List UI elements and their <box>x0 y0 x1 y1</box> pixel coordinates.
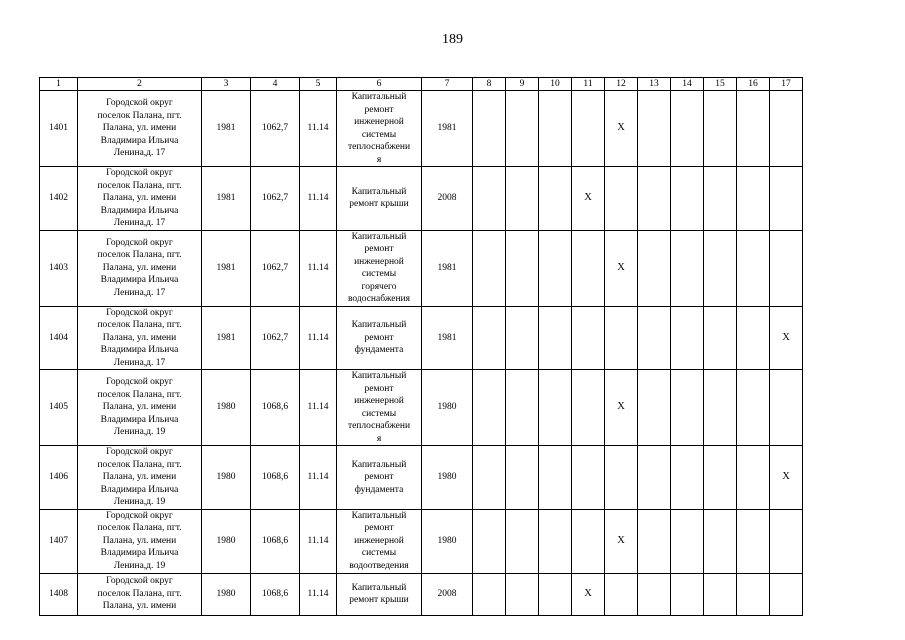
mark-cell <box>605 370 638 446</box>
work-type-cell: Капитальный ремонт инженерной системы водоотведения <box>337 509 422 573</box>
empty-cell <box>704 370 737 446</box>
empty-cell <box>539 446 572 510</box>
empty-cell <box>770 573 803 615</box>
empty-cell <box>770 509 803 573</box>
row-number-cell: 1404 <box>40 306 78 370</box>
row-number-cell: 1408 <box>40 573 78 615</box>
address-cell: Городской округ поселок Палана, пгт. Палана, ул. имени Владимира Ильича Ленина,д. 19 <box>78 370 202 446</box>
empty-cell <box>473 167 506 231</box>
empty-cell <box>737 573 770 615</box>
empty-cell <box>671 230 704 306</box>
empty-cell <box>605 446 638 510</box>
area-cell: 1068,6 <box>251 573 300 615</box>
empty-cell <box>506 509 539 573</box>
work-type-cell: Капитальный ремонт крыши <box>337 167 422 231</box>
empty-cell <box>605 167 638 231</box>
empty-cell <box>572 91 605 167</box>
code-cell: 11.14 <box>300 91 337 167</box>
empty-cell <box>638 573 671 615</box>
row-number-cell: 1401 <box>40 91 78 167</box>
empty-cell <box>638 91 671 167</box>
x-mark: X <box>782 471 790 482</box>
x-mark: X <box>782 331 790 343</box>
empty-cell <box>473 370 506 446</box>
address-cell: Городской округ поселок Палана, пгт. Палана, ул. имени <box>78 573 202 615</box>
empty-cell <box>737 370 770 446</box>
mark-cell <box>605 91 638 167</box>
code-cell: 11.14 <box>300 230 337 306</box>
empty-cell <box>704 167 737 231</box>
mark-cell <box>770 306 803 370</box>
year-built-cell: 1981 <box>202 306 251 370</box>
x-mark: X <box>617 122 625 134</box>
x-mark: X <box>617 261 625 273</box>
empty-cell <box>737 91 770 167</box>
area-cell: 1062,7 <box>251 306 300 370</box>
work-year-cell: 1981 <box>422 306 473 370</box>
table-row <box>40 509 803 573</box>
empty-cell <box>671 91 704 167</box>
address-cell: Городской округ поселок Палана, пгт. Палана, ул. имени Владимира Ильича Ленина,д. 17 <box>78 91 202 167</box>
empty-cell <box>506 370 539 446</box>
code-cell: 11.14 <box>300 306 337 370</box>
table-row <box>40 306 803 370</box>
work-year-cell: 1981 <box>422 91 473 167</box>
empty-cell <box>704 509 737 573</box>
address-cell: Городской округ поселок Палана, пгт. Палана, ул. имени Владимира Ильича Ленина,д. 19 <box>78 509 202 573</box>
year-built-cell: 1980 <box>202 573 251 615</box>
area-cell: 1068,6 <box>251 509 300 573</box>
table-row <box>40 446 803 510</box>
table-row <box>40 167 803 231</box>
empty-cell <box>473 230 506 306</box>
empty-cell <box>770 230 803 306</box>
work-type-cell: Капитальный ремонт крыши <box>337 573 422 615</box>
empty-cell <box>539 167 572 231</box>
column-header: 4 <box>251 78 300 91</box>
x-mark: X <box>617 401 625 413</box>
area-cell: 1062,7 <box>251 167 300 231</box>
column-header: 13 <box>638 78 671 91</box>
empty-cell <box>539 230 572 306</box>
row-number-cell: 1402 <box>40 167 78 231</box>
empty-cell <box>572 370 605 446</box>
register-table <box>39 77 803 616</box>
column-header: 16 <box>737 78 770 91</box>
column-header: 5 <box>300 78 337 91</box>
empty-cell <box>737 306 770 370</box>
empty-cell <box>572 446 605 510</box>
year-built-cell: 1981 <box>202 230 251 306</box>
empty-cell <box>539 370 572 446</box>
address-cell: Городской округ поселок Палана, пгт. Палана, ул. имени Владимира Ильича Ленина,д. 19 <box>78 446 202 510</box>
code-cell: 11.14 <box>300 370 337 446</box>
empty-cell <box>506 306 539 370</box>
empty-cell <box>473 91 506 167</box>
work-year-cell: 2008 <box>422 573 473 615</box>
mark-cell <box>572 167 605 231</box>
row-number-cell: 1407 <box>40 509 78 573</box>
year-built-cell: 1980 <box>202 370 251 446</box>
empty-cell <box>605 573 638 615</box>
table-body <box>40 91 803 616</box>
work-type-cell: Капитальный ремонт инженерной системы теплоснабжени я <box>337 370 422 446</box>
area-cell: 1068,6 <box>251 446 300 510</box>
empty-cell <box>671 306 704 370</box>
empty-cell <box>572 509 605 573</box>
work-type-cell: Капитальный ремонт инженерной системы горячего водоснабжения <box>337 230 422 306</box>
column-header: 11 <box>572 78 605 91</box>
empty-cell <box>638 306 671 370</box>
empty-cell <box>473 446 506 510</box>
work-year-cell: 1981 <box>422 230 473 306</box>
address-cell: Городской округ поселок Палана, пгт. Палана, ул. имени Владимира Ильича Ленина,д. 17 <box>78 306 202 370</box>
mark-cell <box>770 446 803 510</box>
empty-cell <box>506 91 539 167</box>
column-header: 8 <box>473 78 506 91</box>
mark-cell <box>572 573 605 615</box>
empty-cell <box>770 370 803 446</box>
column-header: 1 <box>40 78 78 91</box>
work-year-cell: 2008 <box>422 167 473 231</box>
empty-cell <box>638 446 671 510</box>
empty-cell <box>671 446 704 510</box>
empty-cell <box>638 370 671 446</box>
empty-cell <box>506 573 539 615</box>
column-header: 14 <box>671 78 704 91</box>
column-header: 3 <box>202 78 251 91</box>
year-built-cell: 1980 <box>202 446 251 510</box>
work-year-cell: 1980 <box>422 509 473 573</box>
empty-cell <box>704 91 737 167</box>
empty-cell <box>770 167 803 231</box>
empty-cell <box>704 230 737 306</box>
x-mark: X <box>584 587 592 599</box>
work-year-cell: 1980 <box>422 370 473 446</box>
empty-cell <box>638 509 671 573</box>
row-number-cell: 1403 <box>40 230 78 306</box>
table-row <box>40 573 803 615</box>
empty-cell <box>473 306 506 370</box>
code-cell: 11.14 <box>300 446 337 510</box>
column-header: 12 <box>605 78 638 91</box>
mark-cell <box>605 230 638 306</box>
empty-cell <box>737 509 770 573</box>
table-row <box>40 370 803 446</box>
empty-cell <box>539 306 572 370</box>
area-cell: 1068,6 <box>251 370 300 446</box>
empty-cell <box>506 446 539 510</box>
empty-cell <box>704 446 737 510</box>
address-cell: Городской округ поселок Палана, пгт. Палана, ул. имени Владимира Ильича Ленина,д. 17 <box>78 167 202 231</box>
empty-cell <box>671 370 704 446</box>
row-number-cell: 1405 <box>40 370 78 446</box>
header-row <box>40 78 803 91</box>
column-header: 17 <box>770 78 803 91</box>
column-header: 2 <box>78 78 202 91</box>
column-header: 6 <box>337 78 422 91</box>
work-type-cell: Капитальный ремонт фундамента <box>337 446 422 510</box>
empty-cell <box>638 230 671 306</box>
empty-cell <box>704 306 737 370</box>
table-row <box>40 230 803 306</box>
year-built-cell: 1980 <box>202 509 251 573</box>
empty-cell <box>473 573 506 615</box>
empty-cell <box>572 230 605 306</box>
page-number: 189 <box>442 32 463 47</box>
year-built-cell: 1981 <box>202 91 251 167</box>
work-year-cell: 1980 <box>422 446 473 510</box>
empty-cell <box>638 167 671 231</box>
code-cell: 11.14 <box>300 509 337 573</box>
column-header: 9 <box>506 78 539 91</box>
table-row <box>40 91 803 167</box>
empty-cell <box>605 306 638 370</box>
code-cell: 11.14 <box>300 167 337 231</box>
empty-cell <box>473 509 506 573</box>
year-built-cell: 1981 <box>202 167 251 231</box>
empty-cell <box>539 509 572 573</box>
empty-cell <box>539 91 572 167</box>
work-type-cell: Капитальный ремонт инженерной системы теплоснабжени я <box>337 91 422 167</box>
column-header: 15 <box>704 78 737 91</box>
empty-cell <box>737 167 770 231</box>
work-type-cell: Капитальный ремонт фундамента <box>337 306 422 370</box>
empty-cell <box>671 167 704 231</box>
code-cell: 11.14 <box>300 573 337 615</box>
area-cell: 1062,7 <box>251 230 300 306</box>
area-cell: 1062,7 <box>251 91 300 167</box>
empty-cell <box>737 446 770 510</box>
column-header: 10 <box>539 78 572 91</box>
empty-cell <box>671 509 704 573</box>
empty-cell <box>572 306 605 370</box>
empty-cell <box>506 230 539 306</box>
empty-cell <box>506 167 539 231</box>
empty-cell <box>671 573 704 615</box>
x-mark: X <box>584 192 592 203</box>
empty-cell <box>737 230 770 306</box>
address-cell: Городской округ поселок Палана, пгт. Палана, ул. имени Владимира Ильича Ленина,д. 17 <box>78 230 202 306</box>
empty-cell <box>704 573 737 615</box>
mark-cell <box>605 509 638 573</box>
x-mark: X <box>617 534 625 546</box>
empty-cell <box>770 91 803 167</box>
row-number-cell: 1406 <box>40 446 78 510</box>
column-header: 7 <box>422 78 473 91</box>
empty-cell <box>539 573 572 615</box>
